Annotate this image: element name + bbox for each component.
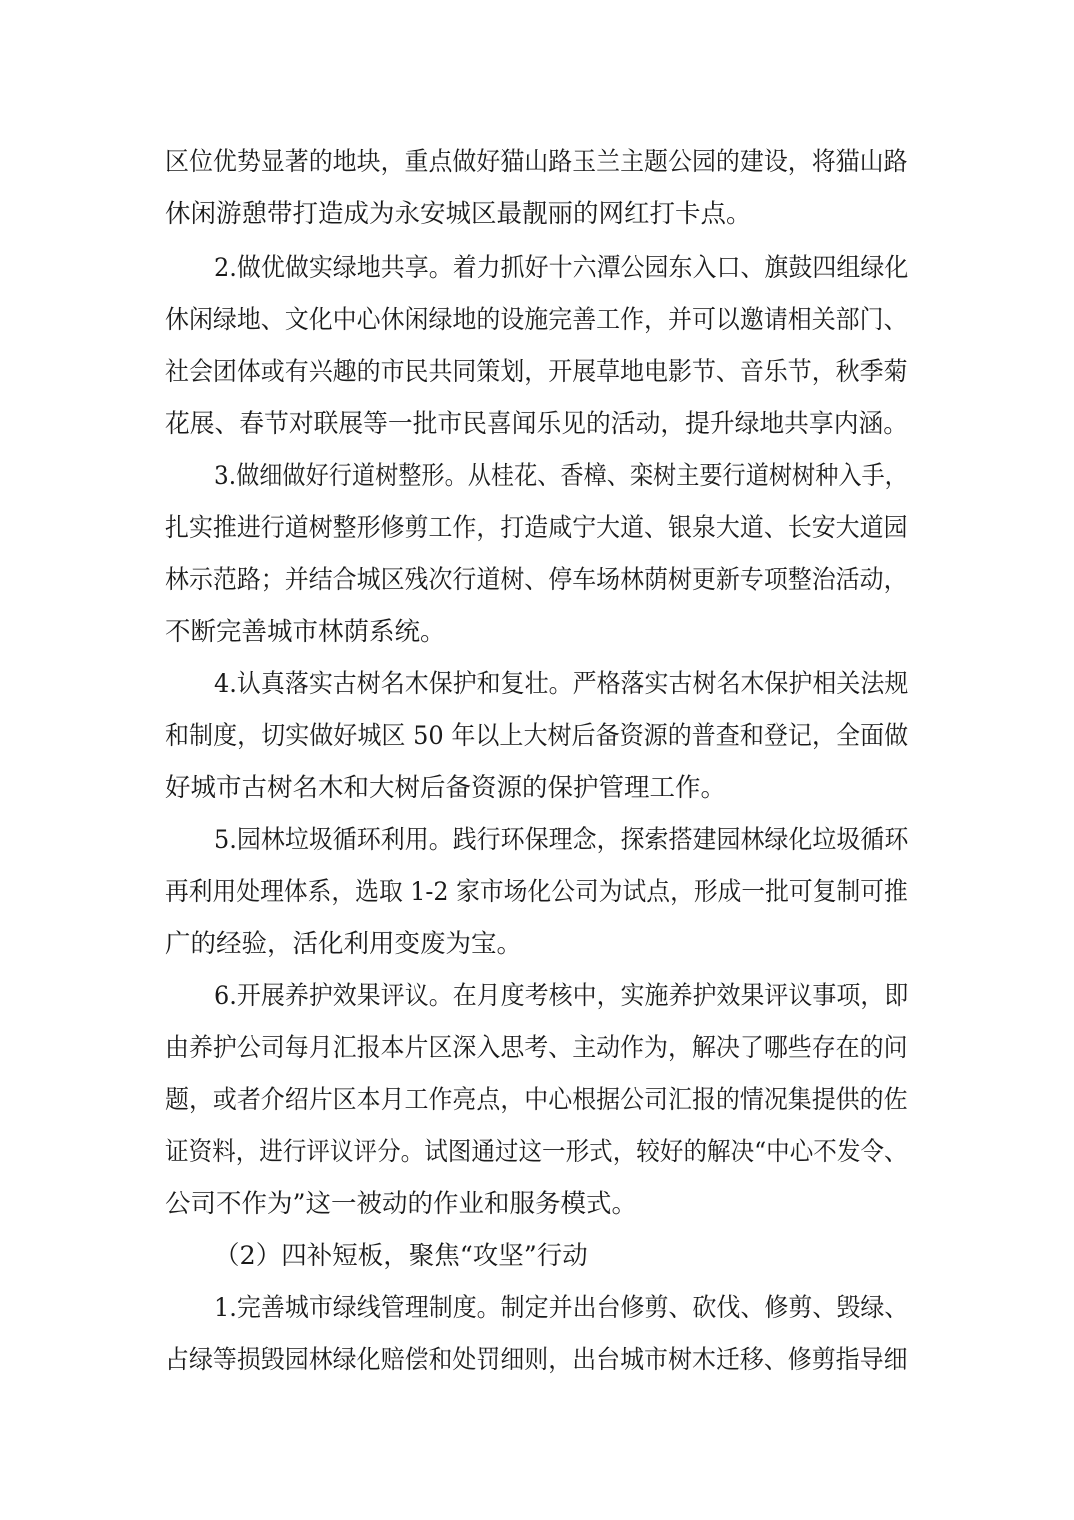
text-line: 题，或者介绍片区本月工作亮点，中心根据公司汇报的情况集提供的佐 [165,1085,908,1115]
text-line: 花展、春节对联展等一批市民喜闻乐见的活动，提升绿地共享内涵。 [165,409,909,439]
text-line: 证资料，进行评议评分。试图通过这一形式，较好的解决“中心不发令、 [165,1137,908,1167]
section-heading: （2）四补短板，聚焦“攻坚”行动 [214,1241,588,1271]
paragraph-start-line: 1.完善城市绿线管理制度。制定并出台修剪、砍伐、修剪、毁绿、 [214,1293,909,1323]
paragraph-start-line: 3.做细做好行道树整形。从桂花、香樟、栾树主要行道树树种入手， [214,461,908,491]
paragraph-start-line: 2.做优做实绿地共享。着力抓好十六潭公园东入口、旗鼓四组绿化 [214,253,909,283]
text-line: 公司不作为”这一被动的作业和服务模式。 [165,1189,638,1219]
text-line: 区位优势显著的地块，重点做好猫山路玉兰主题公园的建设，将猫山路 [165,147,908,177]
text-line: 由养护公司每月汇报本片区深入思考、主动作为，解决了哪些存在的问 [165,1033,908,1063]
text-line: 和制度，切实做好城区 50 年以上大树后备资源的普查和登记，全面做 [165,721,909,751]
text-line: 好城市古树名木和大树后备资源的保护管理工作。 [165,773,727,803]
text-line: 林示范路；并结合城区残次行道树、停车场林荫树更新专项整治活动， [165,565,908,595]
text-line: 广的经验，活化利用变废为宝。 [165,929,523,959]
paragraph-start-line: 4.认真落实古树名木保护和复壮。严格落实古树名木保护相关法规 [214,669,909,699]
paragraph-start-line: 5.园林垃圾循环利用。践行环保理念，探索搭建园林绿化垃圾循环 [214,825,909,855]
text-line: 休闲绿地、文化中心休闲绿地的设施完善工作，并可以邀请相关部门、 [165,305,908,335]
text-line: 休闲游憩带打造成为永安城区最靓丽的网红打卡点。 [165,199,752,229]
text-line: 再利用处理体系，选取 1-2 家市场化公司为试点，形成一批可复制可推 [165,877,908,907]
text-line: 社会团体或有兴趣的市民共同策划，开展草地电影节、音乐节，秋季菊 [165,357,908,387]
text-line: 占绿等损毁园林绿化赔偿和处罚细则，出台城市树木迁移、修剪指导细 [165,1345,908,1375]
paragraph-start-line: 6.开展养护效果评议。在月度考核中，实施养护效果评议事项，即 [214,981,909,1011]
text-line: 扎实推进行道树整形修剪工作，打造咸宁大道、银泉大道、长安大道园 [165,513,908,543]
text-line: 不断完善城市林荫系统。 [165,617,446,647]
